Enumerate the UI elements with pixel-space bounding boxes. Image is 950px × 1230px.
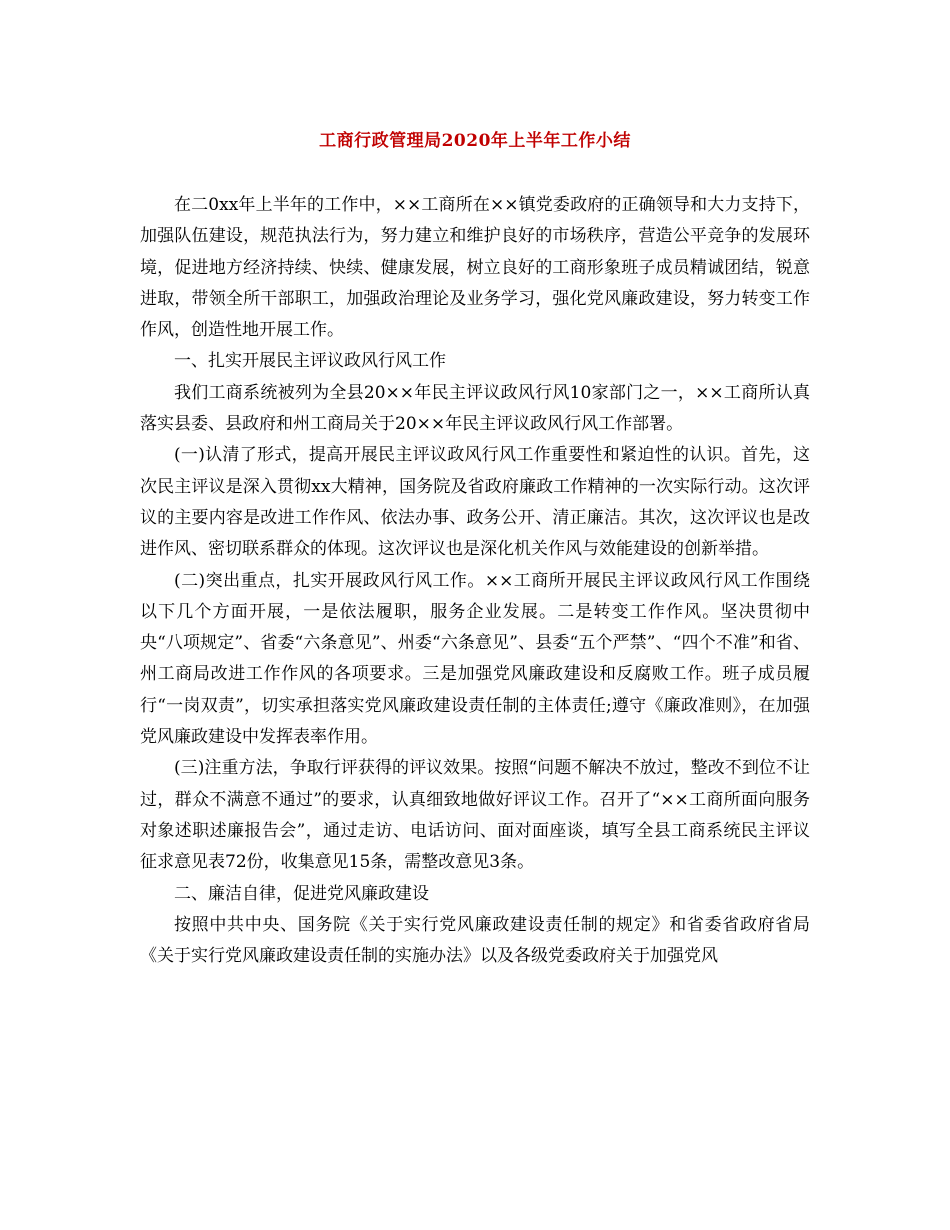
paragraph-intro: 在二0xx年上半年的工作中，××工商所在××镇党委政府的正确领导和大力支持下，加强队伍建设，规范执法行为，努力建立和维护良好的市场秩序，营造公平竞争的发展环境，促进地方经济持续、快续、健康发展，树立良好的工商形象班子成员精诚团结，锐意进取，带领全所干部职工，加强政治理论及业务学习，强化党风廉政建设，努力转变工作作风，创造性地开展工作。 (140, 195, 810, 341)
document-body (140, 190, 810, 972)
paragraph-section-1-item-1: (一)认清了形式，提高开展民主评议政风行风工作重要性和紧迫性的认识。首先，这次民主评议是深入贯彻xx大精神，国务院及省政府廉政工作精神的一次实际行动。这次评议的主要内容是改进工作作风、依法办事、政务公开、清正廉洁。其次，这次评议也是改进作风、密切联系群众的体现。这次评议也是深化机关作风与效能建设的创新举措。 (140, 445, 810, 560)
section-heading-2: 二、廉洁自律，促进党风廉政建设 (174, 883, 429, 904)
paragraph-section-2-intro: 按照中共中央、国务院《关于实行党风廉政建设责任制的规定》和省委省政府省局《关于实行党风廉政建设责任制的实施办法》以及各级党委政府关于加强党风 (140, 914, 810, 967)
paragraph-section-1-item-2: (二)突出重点，扎实开展政风行风工作。××工商所开展民主评议政风行风工作围绕以下几个方面开展，一是依法履职，服务企业发展。二是转变工作作风。坚决贯彻中央“八项规定”、省委“六条意见”、州委“六条意见”、县委“五个严禁”、“四个不准”和省、州工商局改进工作作风的各项要求。三是加强党风廉政建设和反腐败工作。班子成员履行“一岗双责”，切实承担落实党风廉政建设责任制的主体责任;遵守《廉政准则》，在加强党风廉政建设中发挥表率作用。 (140, 570, 810, 748)
paragraph-section-1-intro: 我们工商系统被列为全县20××年民主评议政风行风10家部门之一，××工商所认真落实县委、县政府和州工商局关于20××年民主评议政风行风工作部署。 (140, 382, 810, 435)
document-title: 工商行政管理局2020年上半年工作小结 (319, 131, 631, 151)
section-heading-1: 一、扎实开展民主评议政风行风工作 (174, 351, 446, 372)
paragraph-section-1-item-3: (三)注重方法，争取行评获得的评议效果。按照“问题不解决不放过，整改不到位不让过，群众不满意不通过”的要求，认真细致地做好评议工作。召开了“××工商所面向服务对象述职述廉报告会”，通过走访、电话访问、面对面座谈，填写全县工商系统民主评议征求意见表72份，收集意见15条，需整改意见3条。 (140, 758, 810, 873)
